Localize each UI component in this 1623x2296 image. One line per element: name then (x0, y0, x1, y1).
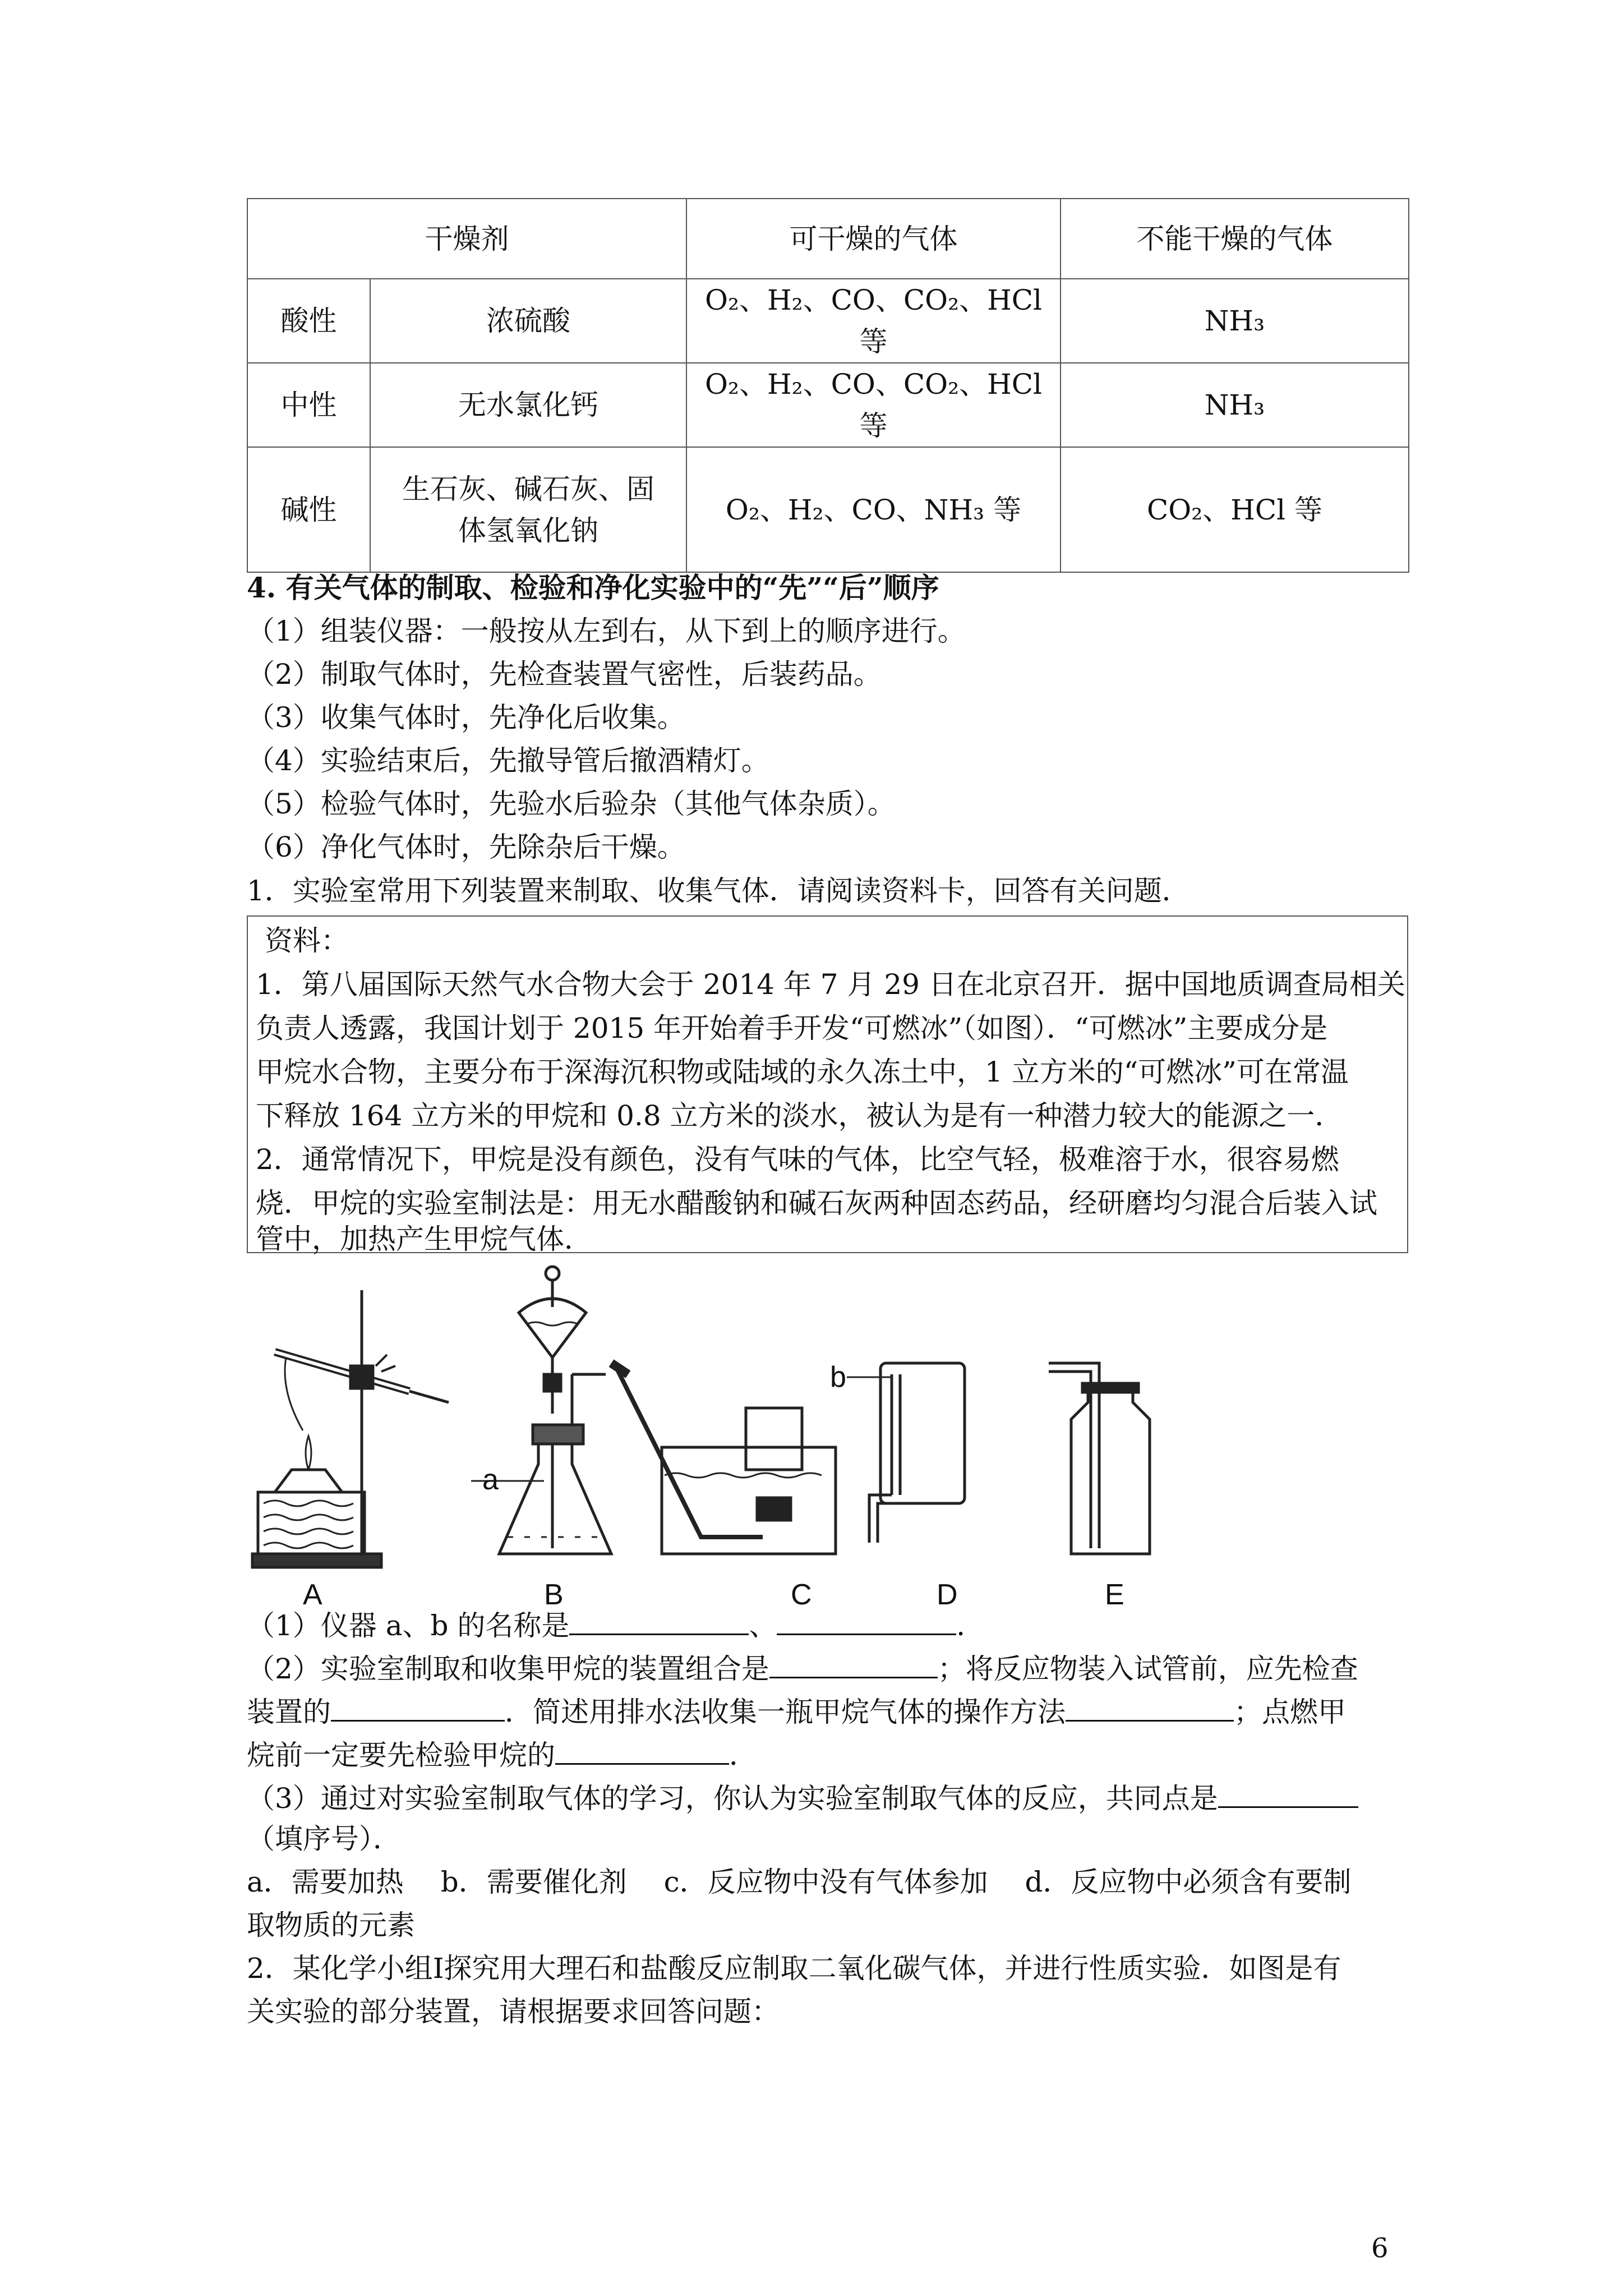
label-d: D (937, 1579, 958, 1610)
label-b: B (544, 1579, 564, 1610)
q1-sub2-text: ；点燃甲 (1234, 1696, 1346, 1728)
answer-blank[interactable] (777, 1603, 956, 1635)
q1-sub1 (247, 1603, 984, 1645)
q1-sub1-end: ． (956, 1609, 985, 1642)
info-line: 负责人透露，我国计划于 2015 年开始着手开发“可燃冰”（如图）．“可燃冰”主要成分是 (256, 1012, 1328, 1045)
info-card (247, 915, 1408, 1253)
drying-agent-table (247, 198, 1409, 573)
q1-sub2-text: ；将反应物装入试管前，应先检查 (937, 1653, 1358, 1685)
row-can-dry: O₂、H₂、CO、CO₂、HCl 等 (686, 363, 1061, 447)
section4-title: 4. 有关气体的制取、检验和净化实验中的“先”“后”顺序 (247, 571, 939, 604)
table-row (247, 279, 1409, 363)
header-cannot-dry: 不能干燥的气体 (1061, 199, 1409, 279)
section4-item: （2）制取气体时，先检查装置气密性，后装药品。 (247, 658, 882, 691)
apparatus-a-icon (252, 1290, 449, 1567)
label-c: C (791, 1579, 812, 1610)
row-type: 碱性 (247, 447, 370, 572)
info-line: 下释放 164 立方米的甲烷和 0.8 立方米的淡水，被认为是有一种潜力较大的能源之一． (256, 1099, 1343, 1132)
table-header-row (247, 199, 1409, 279)
table-row (247, 363, 1409, 447)
row-cannot-dry: CO₂、HCl 等 (1061, 447, 1409, 572)
section4-item: （1）组装仪器：一般按从左到右，从下到上的顺序进行。 (247, 615, 966, 647)
q1-sub3-options: 取物质的元素 (247, 1909, 415, 1941)
page-number: 6 (1371, 2233, 1389, 2264)
header-drying-agent: 干燥剂 (247, 199, 686, 279)
info-line: 甲烷水合物，主要分布于深海沉积物或陆域的永久冻土中，1 立方米的“可燃冰”可在常温 (256, 1056, 1349, 1088)
row-cannot-dry: NH₃ (1061, 363, 1409, 447)
row-agent: 无水氯化钙 (370, 363, 686, 447)
q1-sub3-line2: （填序号）． (247, 1823, 401, 1855)
q1-sub3-text: （3）通过对实验室制取气体的学习，你认为实验室制取气体的反应，共同点是 (247, 1782, 1218, 1815)
q1-sub3-options: a．需要加热 b．需要催化剂 c．反应物中没有气体参加 d．反应物中必须含有要制 (247, 1866, 1352, 1898)
q1-sub2-line3 (247, 1733, 757, 1775)
q1-sub2-text: 烷前一定要先检验甲烷的 (247, 1739, 555, 1772)
apparatus-b-icon (471, 1267, 611, 1554)
q1-sub2-text: ． (729, 1739, 757, 1772)
answer-blank[interactable] (331, 1690, 505, 1722)
row-agent: 浓硫酸 (370, 279, 686, 363)
section4-item: （5）检验气体时，先验水后验杂（其他气体杂质）。 (247, 788, 896, 820)
info-line: 管中，加热产生甲烷气体． (256, 1223, 592, 1255)
label-instrument-a: a (482, 1464, 499, 1496)
section4-item: （6）净化气体时，先除杂后干燥。 (247, 831, 685, 863)
q1-sub2-line1 (247, 1646, 1358, 1688)
row-type: 中性 (247, 363, 370, 447)
q1-sub2-text: ．简述用排水法收集一瓶甲烷气体的操作方法 (505, 1696, 1066, 1728)
q2-line: 关实验的部分装置，请根据要求回答问题： (247, 1995, 780, 2028)
row-cannot-dry: NH₃ (1061, 279, 1409, 363)
row-type: 酸性 (247, 279, 370, 363)
q1-sub2-line2 (247, 1690, 1346, 1732)
row-can-dry: O₂、H₂、CO、CO₂、HCl 等 (686, 279, 1061, 363)
section4-item: （3）收集气体时，先净化后收集。 (247, 701, 685, 734)
info-line: 2．通常情况下，甲烷是没有颜色，没有气味的气体，比空气轻，极难溶于水，很容易燃 (256, 1143, 1339, 1176)
answer-blank[interactable] (769, 1646, 938, 1678)
apparatus-e-icon (1049, 1363, 1150, 1554)
table-row (247, 447, 1409, 572)
label-a: A (303, 1579, 322, 1610)
q1-sub2-text: （2）实验室制取和收集甲烷的装置组合是 (247, 1653, 769, 1685)
q1-sub3-line1 (247, 1776, 1358, 1818)
answer-blank[interactable] (569, 1603, 749, 1635)
q1-sub1-text: （1）仪器 a、b 的名称是 (247, 1609, 570, 1642)
label-instrument-b: b (830, 1361, 846, 1393)
section4-item: （4）实验结束后，先撤导管后撤酒精灯。 (247, 744, 769, 777)
q1-sub1-sep: 、 (749, 1609, 777, 1642)
row-agent-line: 生石灰、碱石灰、固 (402, 472, 654, 505)
q1-sub2-text: 装置的 (247, 1696, 331, 1728)
apparatus-c-icon (611, 1363, 836, 1554)
q1-intro: 1．实验室常用下列装置来制取、收集气体．请阅读资料卡，回答有关问题． (247, 875, 1190, 907)
info-line: 烧．甲烷的实验室制法是：用无水醋酸钠和碱石灰两种固态药品，经研磨均匀混合后装入试 (256, 1187, 1377, 1220)
label-e: E (1105, 1579, 1124, 1610)
info-title: 资料： (265, 924, 349, 957)
answer-blank[interactable] (1218, 1776, 1358, 1808)
row-agent-line: 体氢氧化钠 (458, 514, 598, 547)
q2-line: 2．某化学小组Ⅰ探究用大理石和盐酸反应制取二氧化碳气体，并进行性质实验．如图是有 (247, 1952, 1341, 1985)
row-can-dry: O₂、H₂、CO、NH₃ 等 (686, 447, 1061, 572)
header-can-dry: 可干燥的气体 (686, 199, 1061, 279)
answer-blank[interactable] (555, 1733, 729, 1765)
info-line: 1．第八届国际天然气水合物大会于 2014 年 7 月 29 日在北京召开．据中国地质调查局相关 (256, 968, 1405, 1001)
apparatus-d-icon (847, 1363, 965, 1543)
apparatus-figure (241, 1262, 1195, 1610)
row-agent (370, 447, 686, 572)
answer-blank[interactable] (1066, 1690, 1234, 1722)
